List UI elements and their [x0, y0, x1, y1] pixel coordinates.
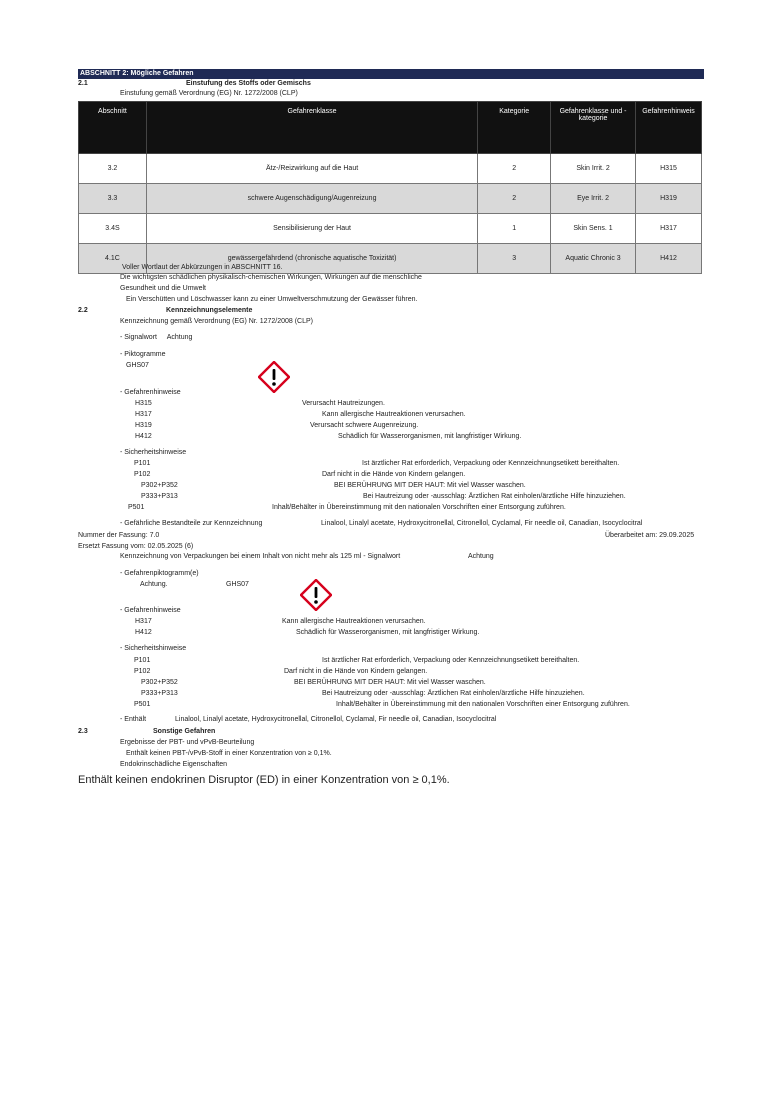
- s21-subtitle: Einstufung gemäß Verordnung (EG) Nr. 1272/2008 (CLP): [120, 90, 298, 97]
- p-text: Ist ärztlicher Rat erforderlich, Verpackung oder Kennzeichnungsetikett bereithalten.: [322, 657, 580, 664]
- piktogramme-label: Piktogramme: [124, 351, 166, 358]
- cell: H317: [636, 214, 702, 244]
- h-text: Kann allergische Hautreaktionen verursachen.: [282, 618, 426, 625]
- gefahrenhinweise-label: Gefahrenhinweise: [124, 389, 181, 396]
- th-gefahrenhinweis: Gefahrenhinweis: [636, 102, 702, 154]
- p-code: P101: [134, 460, 151, 467]
- classification-table: [78, 101, 702, 274]
- small-pikt-achtung: Achtung.: [140, 581, 168, 588]
- th-gefahrenklasse: Gefahrenklasse: [146, 102, 477, 154]
- exclamation-mark-diamond-icon: [300, 579, 332, 611]
- s21-number: 2.1: [78, 80, 88, 87]
- cell: 3.2: [79, 154, 147, 184]
- h-text: Verursacht schwere Augenreizung.: [310, 422, 419, 429]
- table-row: [79, 184, 702, 214]
- h-code: H412: [135, 433, 152, 440]
- h-text: Kann allergische Hautreaktionen verursachen.: [322, 411, 466, 418]
- small-sicherheitshinweise-line: - Sicherheitshinweise: [120, 645, 187, 652]
- pbt-text: Enthält keinen PBT-/vPvB-Stoff in einer Konzentration von ≥ 0,1%.: [126, 750, 332, 757]
- p-code: P102: [134, 668, 151, 675]
- enthaelt-value: Linalool, Linalyl acetate, Hydroxycitronellal, Citronellol, Cyclamal, Fir needle oil, Canadian, Isocyclocitral: [175, 716, 497, 723]
- signalwort-label: Signalwort: [124, 334, 157, 341]
- p-code: P501: [134, 701, 151, 708]
- s23-number: 2.3: [78, 728, 88, 735]
- p-text: Ist ärztlicher Rat erforderlich, Verpackung oder Kennzeichnungsetikett bereithalten.: [362, 460, 620, 467]
- cell: gewässergefährdend (chronische aquatische Toxizität): [146, 244, 477, 274]
- endo-label: Endokrinschädliche Eigenschaften: [120, 761, 228, 768]
- exclamation-mark-diamond-icon: [258, 361, 290, 393]
- ueberarbeitet-date: Überarbeitet am: 29.09.2025: [605, 532, 695, 539]
- p-code: P302+P352: [141, 482, 178, 489]
- cell: H315: [636, 154, 702, 184]
- cell: 2: [478, 184, 551, 214]
- s22-title: Kennzeichnungselemente: [166, 307, 253, 314]
- fassung-number: Nummer der Fassung: 7.0: [78, 532, 160, 539]
- p-text: Darf nicht in die Hände von Kindern gelangen.: [284, 668, 428, 675]
- p-text: Bei Hautreizung oder -ausschlag: Ärztlichen Rat einholen/ärztliche Hilfe hinzuziehen.: [363, 493, 626, 500]
- cell: schwere Augenschädigung/Augenreizung: [146, 184, 477, 214]
- cell: Ätz-/Reizwirkung auf die Haut: [146, 154, 477, 184]
- p-text: Bei Hautreizung oder -ausschlag: Ärztlichen Rat einholen/ärztliche Hilfe hinzuziehen.: [322, 690, 585, 697]
- p-text: Inhalt/Behälter in Übereinstimmung mit den nationalen Vorschriften einer Entsorgung zuführen.: [272, 504, 566, 511]
- section-header: ABSCHNITT 2: Mögliche Gefahren: [78, 69, 704, 79]
- signalwort-value: Achtung: [166, 334, 193, 341]
- cell: Skin Irrit. 2: [551, 154, 636, 184]
- p-code: P102: [134, 471, 151, 478]
- small-pack-title: Kennzeichnung von Verpackungen bei einem Inhalt von nicht mehr als 125 ml - Signalwort: [120, 553, 401, 560]
- piktogramme-line: - Piktogramme: [120, 351, 166, 358]
- small-ghs-code: GHS07: [226, 581, 249, 588]
- cell: 3.4S: [79, 214, 147, 244]
- s21-title: Einstufung des Stoffs oder Gemischs: [186, 80, 311, 87]
- bestandteile-label: Gefährliche Bestandteile zur Kennzeichnung: [124, 520, 263, 527]
- signalwort-line: - Signalwort Achtung: [120, 334, 193, 341]
- h-code: H412: [135, 629, 152, 636]
- p-text: BEI BERÜHRUNG MIT DER HAUT: Mit viel Wasser waschen.: [334, 482, 526, 489]
- table-header-row: [79, 102, 702, 154]
- small-gefahrenhinweise-line: - Gefahrenhinweise: [120, 607, 181, 614]
- p-code: P333+P313: [141, 690, 178, 697]
- gefahrenhinweise-line: - Gefahrenhinweise: [120, 389, 181, 396]
- small-sicherheitshinweise-label: Sicherheitshinweise: [124, 645, 187, 652]
- endo-text: Enthält keinen endokrinen Disruptor (ED) in einer Konzentration von ≥ 0,1%.: [78, 774, 450, 786]
- ghs-code: GHS07: [126, 362, 149, 369]
- p-text: Inhalt/Behälter in Übereinstimmung mit den nationalen Vorschriften einer Entsorgung zuführen.: [336, 701, 630, 708]
- p-code: P501: [128, 504, 145, 511]
- cell: 4.1C: [79, 244, 147, 274]
- wortlaut-note: Voller Wortlaut der Abkürzungen in ABSCHNITT 16.: [122, 264, 283, 271]
- enthaelt-line: - Enthält: [120, 716, 147, 723]
- cell: Sensibilisierung der Haut: [146, 214, 477, 244]
- p-text: BEI BERÜHRUNG MIT DER HAUT: Mit viel Wasser waschen.: [294, 679, 486, 686]
- h-text: Verursacht Hautreizungen.: [302, 400, 385, 407]
- th-klasse-kategorie: Gefahrenklasse und -kategorie: [551, 102, 636, 154]
- cell: 2: [478, 154, 551, 184]
- s23-title: Sonstige Gefahren: [153, 728, 216, 735]
- h-code: H319: [135, 422, 152, 429]
- th-kategorie: Kategorie: [478, 102, 551, 154]
- p-text: Darf nicht in die Hände von Kindern gelangen.: [322, 471, 466, 478]
- p-code: P333+P313: [141, 493, 178, 500]
- wirkungen-line1: Die wichtigsten schädlichen physikalisch-chemischen Wirkungen, Wirkungen auf die menschliche: [120, 274, 422, 281]
- small-gefahrenhinweise-label: Gefahrenhinweise: [124, 607, 181, 614]
- enthaelt-label: Enthält: [124, 716, 147, 723]
- cell: 3.3: [79, 184, 147, 214]
- s22-number: 2.2: [78, 307, 88, 314]
- h-code: H317: [135, 411, 152, 418]
- p-code: P101: [134, 657, 151, 664]
- cell: 1: [478, 214, 551, 244]
- cell: H412: [636, 244, 702, 274]
- cell: Aquatic Chronic 3: [551, 244, 636, 274]
- verschuetten-note: Ein Verschütten und Löschwasser kann zu einer Umweltverschmutzung der Gewässer führen.: [126, 296, 418, 303]
- cell: H319: [636, 184, 702, 214]
- sicherheitshinweise-label: Sicherheitshinweise: [124, 449, 187, 456]
- small-pack-signalwort: Achtung: [468, 553, 494, 560]
- small-pikt-line: - Gefahrenpiktogramm(e): [120, 570, 199, 577]
- table-row: [79, 214, 702, 244]
- cell: Skin Sens. 1: [551, 214, 636, 244]
- small-pikt-label: Gefahrenpiktogramm(e): [124, 570, 199, 577]
- p-code: P302+P352: [141, 679, 178, 686]
- h-code: H317: [135, 618, 152, 625]
- h-code: H315: [135, 400, 152, 407]
- table-row: [79, 154, 702, 184]
- h-text: Schädlich für Wasserorganismen, mit langfristiger Wirkung.: [296, 629, 480, 636]
- wirkungen-line2: Gesundheit und die Umwelt: [120, 285, 206, 292]
- cell: 3: [478, 244, 551, 274]
- pbt-label: Ergebnisse der PBT- und vPvB-Beurteilung: [120, 739, 255, 746]
- s22-subtitle: Kennzeichnung gemäß Verordnung (EG) Nr. 1272/2008 (CLP): [120, 318, 314, 325]
- ersetzt-fassung: Ersetzt Fassung vom: 02.05.2025 (6): [78, 543, 194, 550]
- sicherheitshinweise-line: - Sicherheitshinweise: [120, 449, 187, 456]
- bestandteile-line: - Gefährliche Bestandteile zur Kennzeichnung: [120, 520, 263, 527]
- h-text: Schädlich für Wasserorganismen, mit langfristiger Wirkung.: [338, 433, 522, 440]
- th-abschnitt: Abschnitt: [79, 102, 147, 154]
- cell: Eye Irrit. 2: [551, 184, 636, 214]
- bestandteile-value: Linalool, Linalyl acetate, Hydroxycitronellal, Citronellol, Cyclamal, Fir needle oil, Canadian, Isocyclocitral: [321, 520, 643, 527]
